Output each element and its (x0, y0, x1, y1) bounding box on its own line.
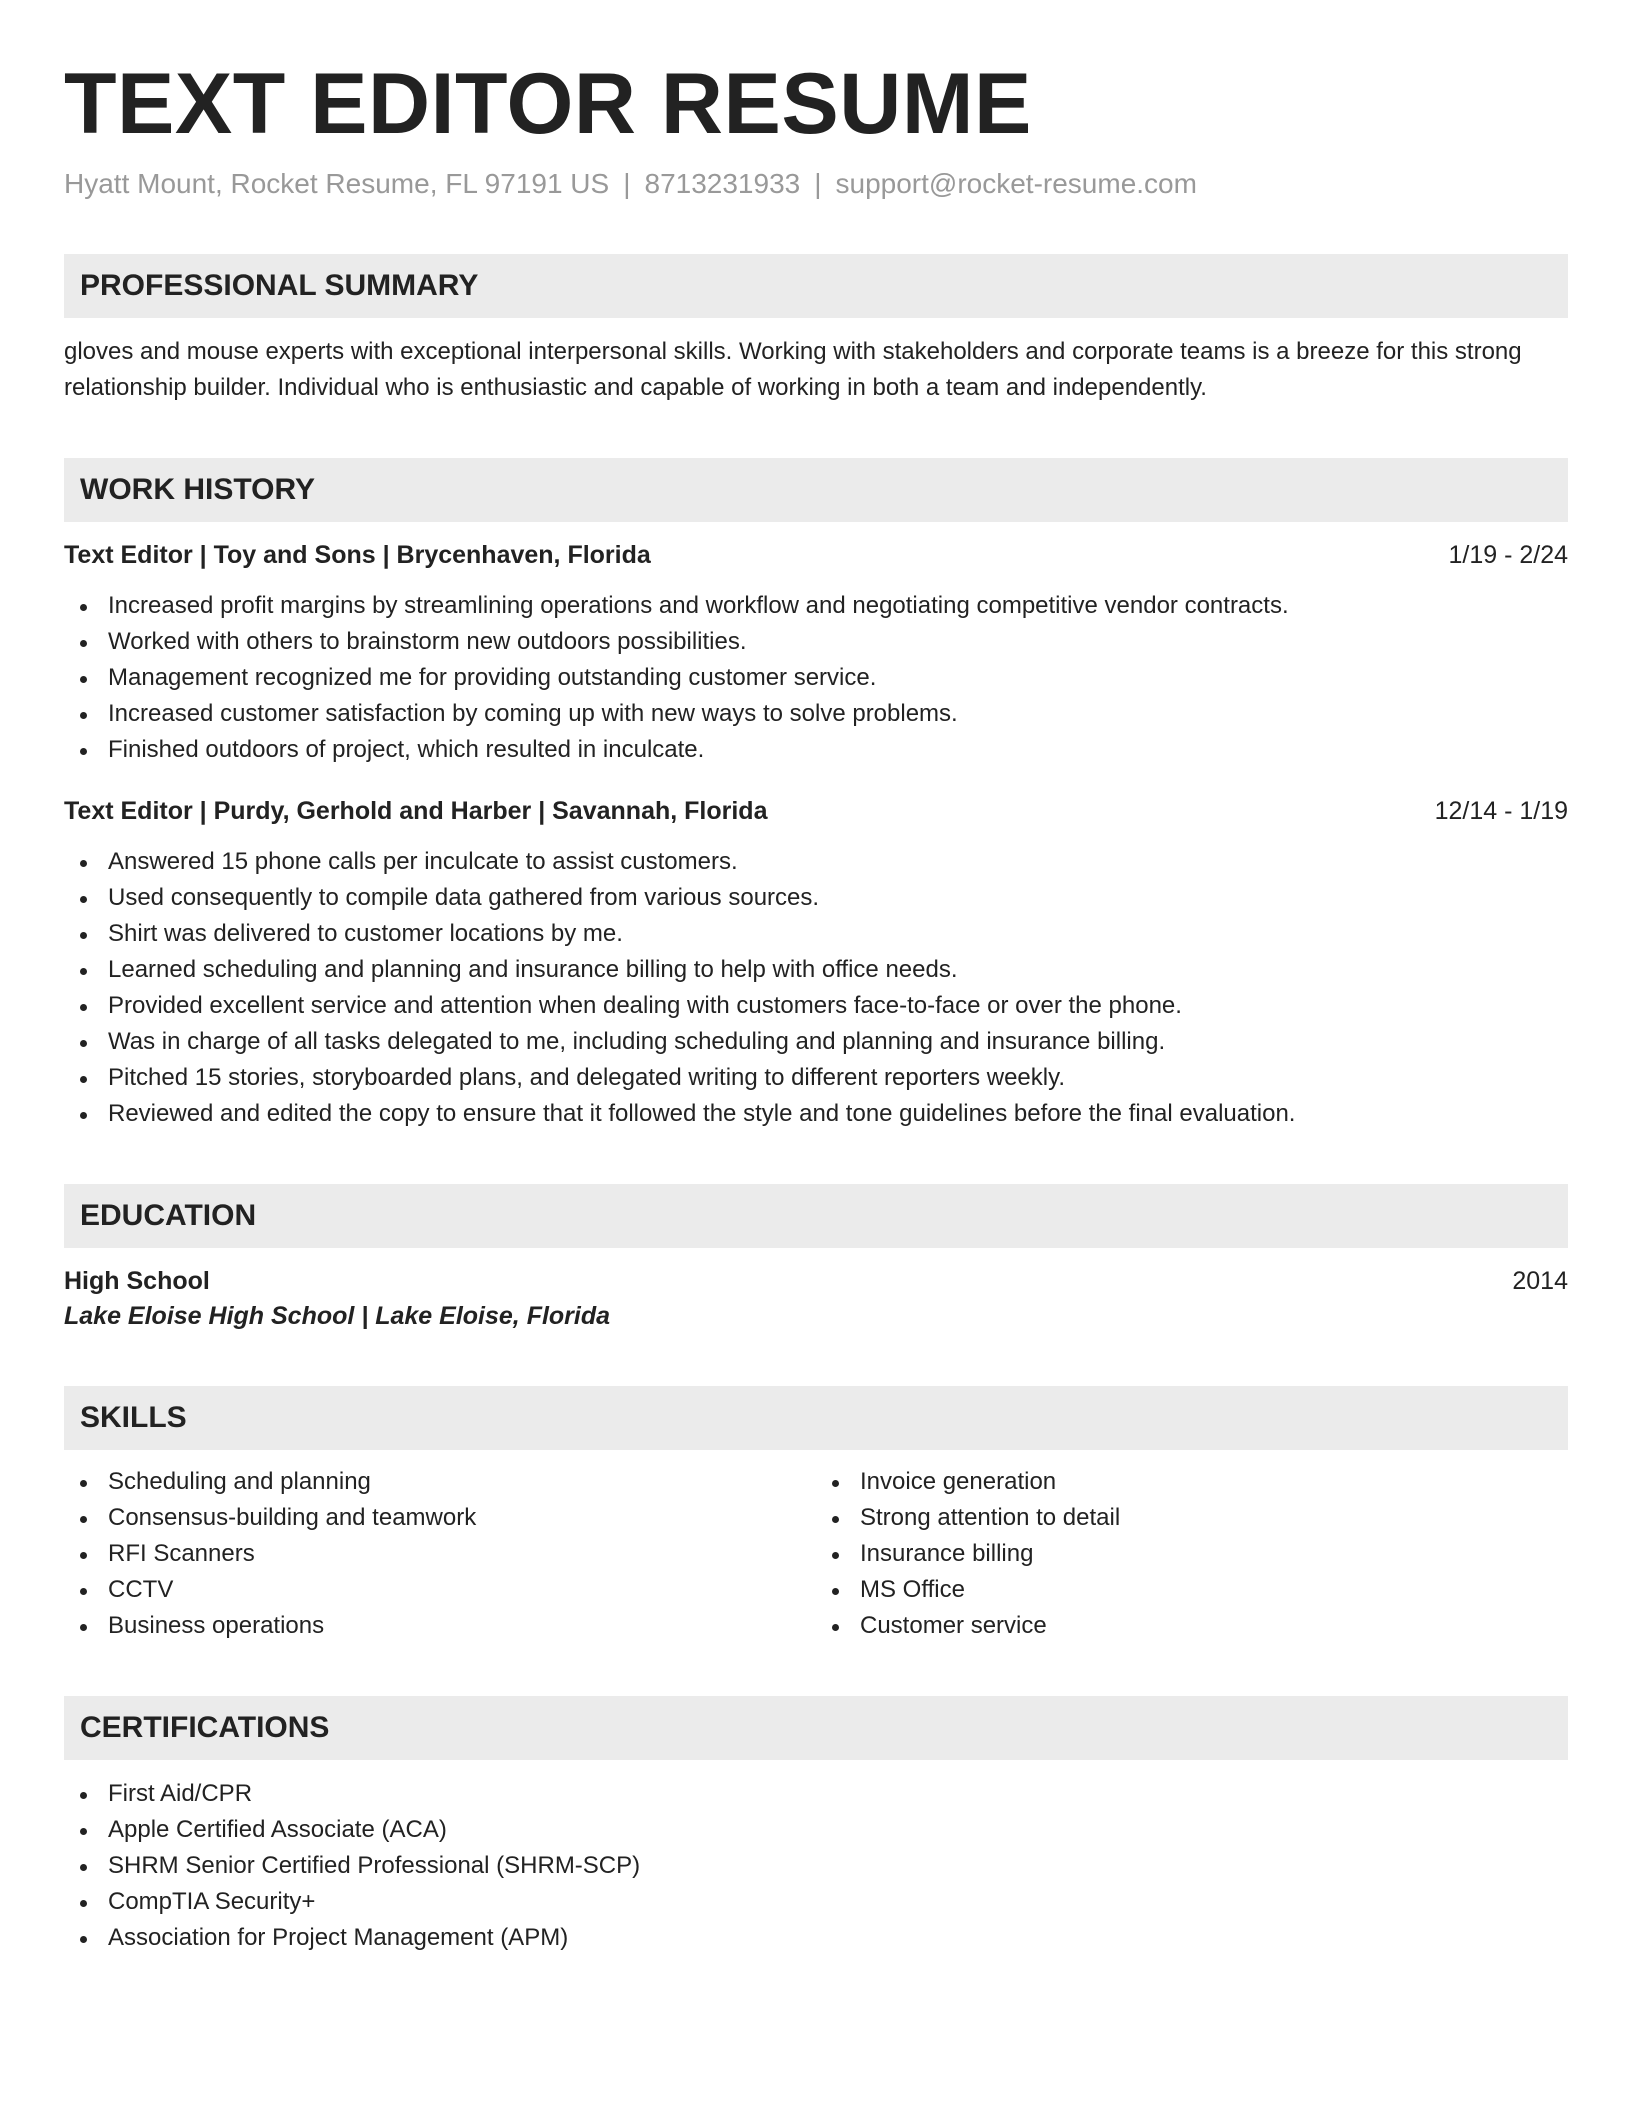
section-header-education: EDUCATION (64, 1184, 1568, 1248)
skill-item: CCTV (64, 1572, 816, 1608)
job-bullet: Answered 15 phone calls per inculcate to assist customers. (64, 844, 1568, 880)
skill-item: MS Office (816, 1572, 1568, 1608)
skill-item: Consensus-building and teamwork (64, 1500, 816, 1536)
job-bullet: Provided excellent service and attention when dealing with customers face-to-face or over the phone. (64, 988, 1568, 1024)
job-bullets (64, 588, 1568, 768)
job-bullet: Shirt was delivered to customer locations by me. (64, 916, 1568, 952)
job-bullet: Increased profit margins by streamlining operations and workflow and negotiating competitive vendor contracts. (64, 588, 1568, 624)
skill-item: Business operations (64, 1608, 816, 1644)
education-degree: High School (64, 1267, 210, 1295)
job-dates: 1/19 - 2/24 (1448, 541, 1568, 569)
skill-item: Invoice generation (816, 1464, 1568, 1500)
job-bullet: Increased customer satisfaction by coming up with new ways to solve problems. (64, 696, 1568, 732)
certification-item: SHRM Senior Certified Professional (SHRM-SCP) (64, 1848, 1568, 1884)
job-title: Text Editor | Toy and Sons | Brycenhaven, Florida (64, 541, 651, 569)
contact-separator: | (623, 168, 631, 199)
job-bullet: Worked with others to brainstorm new outdoors possibilities. (64, 624, 1568, 660)
job-bullet: Learned scheduling and planning and insurance billing to help with office needs. (64, 952, 1568, 988)
job-bullets (64, 844, 1568, 1132)
contact-phone: 8713231933 (644, 168, 801, 199)
education-school: Lake Eloise High School | Lake Eloise, Florida (64, 1302, 611, 1330)
job-dates: 12/14 - 1/19 (1434, 797, 1568, 825)
contact-email: support@rocket-resume.com (835, 168, 1197, 199)
education-header (64, 1264, 1568, 1298)
skill-item: Strong attention to detail (816, 1500, 1568, 1536)
job-bullet: Reviewed and edited the copy to ensure that it followed the style and tone guidelines before the final evaluation. (64, 1096, 1568, 1132)
resume-title: TEXT EDITOR RESUME (64, 56, 1032, 152)
education-year: 2014 (1512, 1267, 1568, 1295)
skill-item: Scheduling and planning (64, 1464, 816, 1500)
certification-item: First Aid/CPR (64, 1776, 1568, 1812)
skills-list-right (816, 1464, 1568, 1644)
summary-text: gloves and mouse experts with exceptional interpersonal skills. Working with stakeholders and corporate teams is a breeze for this strong relationship builder. Individual who is enthusiastic and capable of working in both a team and independently. (64, 338, 1522, 401)
certification-item: Apple Certified Associate (ACA) (64, 1812, 1568, 1848)
contact-line (64, 166, 1568, 202)
job-bullet: Pitched 15 stories, storyboarded plans, and delegated writing to different reporters weekly. (64, 1060, 1568, 1096)
skills-columns (64, 1464, 1568, 1644)
job-bullet: Management recognized me for providing outstanding customer service. (64, 660, 1568, 696)
job-header (64, 538, 1568, 572)
skills-list-left (64, 1464, 816, 1644)
job-entry (64, 794, 1568, 1132)
job-bullet: Was in charge of all tasks delegated to me, including scheduling and planning and insurance billing. (64, 1024, 1568, 1060)
certification-item: Association for Project Management (APM) (64, 1920, 1568, 1956)
job-title: Text Editor | Purdy, Gerhold and Harber | Savannah, Florida (64, 797, 768, 825)
job-bullet: Finished outdoors of project, which resulted in inculcate. (64, 732, 1568, 768)
section-header-skills: SKILLS (64, 1386, 1568, 1450)
contact-address: Hyatt Mount, Rocket Resume, FL 97191 US (64, 168, 610, 199)
section-header-certifications: CERTIFICATIONS (64, 1696, 1568, 1760)
skill-item: Customer service (816, 1608, 1568, 1644)
skill-item: RFI Scanners (64, 1536, 816, 1572)
section-header-work-history: WORK HISTORY (64, 458, 1568, 522)
contact-separator: | (814, 168, 822, 199)
job-entry (64, 538, 1568, 768)
job-header (64, 794, 1568, 828)
certification-item: CompTIA Security+ (64, 1884, 1568, 1920)
skill-item: Insurance billing (816, 1536, 1568, 1572)
job-bullet: Used consequently to compile data gathered from various sources. (64, 880, 1568, 916)
section-header-summary: PROFESSIONAL SUMMARY (64, 254, 1568, 318)
certifications-list (64, 1776, 1568, 1956)
